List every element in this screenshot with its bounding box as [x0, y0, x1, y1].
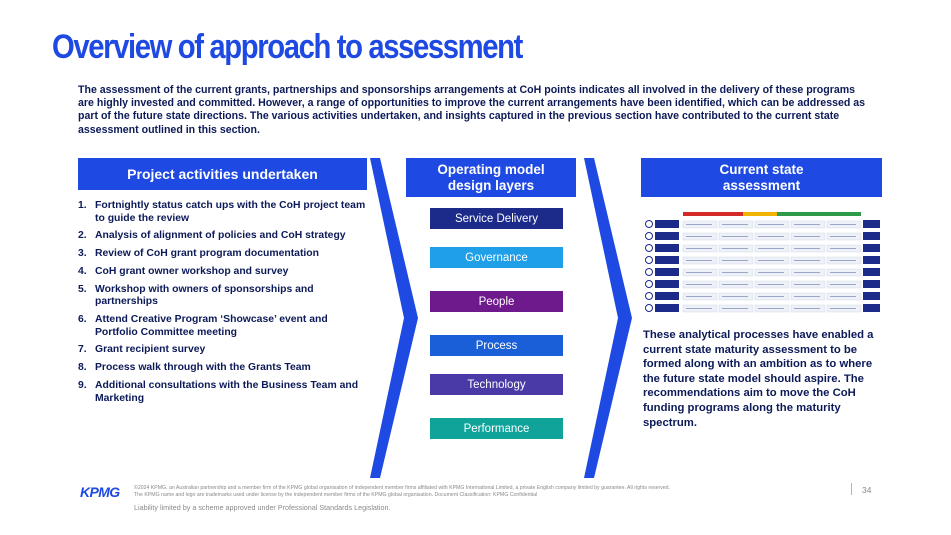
chevron-arrow-icon [370, 158, 420, 478]
chevron-arrow-icon [584, 158, 634, 478]
maturity-matrix-thumbnail [641, 210, 882, 318]
layer-performance: Performance [430, 418, 563, 439]
layer-people: People [430, 291, 563, 312]
footer-liability: Liability limited by a scheme approved under Professional Standards Legislation. [134, 503, 391, 512]
layer-process: Process [430, 335, 563, 356]
assessment-header: Current state assessment [641, 158, 882, 197]
layer-technology: Technology [430, 374, 563, 395]
list-item: 4. CoH grant owner workshop and survey [78, 265, 289, 277]
activities-header: Project activities undertaken [78, 158, 367, 190]
assessment-summary: These analytical processes have enabled a current state maturity assessment to be formed along with an ambition as to where the future state model should aspire. The recommendations aim to move the CoH funding programs along the maturity spectrum. [643, 329, 874, 429]
layer-governance: Governance [430, 247, 563, 268]
list-item: 7. Grant recipient survey [78, 344, 206, 356]
kpmg-logo: KPMG [80, 484, 120, 500]
activities-list [78, 200, 370, 410]
list-item: 3. Review of CoH grant program documentation [78, 248, 319, 260]
layer-service-delivery: Service Delivery [430, 208, 563, 229]
layers-header: Operating model design layers [406, 158, 576, 197]
list-item: 8. Process walk through with the Grants Team [78, 362, 311, 374]
list-item: 9. Additional consultations with the Business Team and Marketing [78, 380, 359, 404]
footer-fine-print: ©2024 KPMG, an Australian partnership and a member firm of the KPMG global organisation of independent member firms affiliated with KPMG International Limited, a private English company limited by guarantee. All rights reserved. The KPMG name and logo are trademarks used under license by the independent member firms of the KPMG global organisation. Document Classification: KPMG Confidential [134, 485, 671, 499]
intro-paragraph: The assessment of the current grants, partnerships and sponsorships arrangements at CoH points indicates all involved in the delivery of these programs are highly invested and committed. However, a range of opportunities to improve the current arrangements have been identified, which can be addressed as part of the future state directions. The various activities undertaken, and insights captured in the previous section have contributed to the current state assessment outlined in this section. [78, 84, 866, 136]
footer-divider [851, 483, 852, 495]
list-item: 2. Analysis of alignment of policies and CoH strategy [78, 230, 346, 242]
list-item: 6. Attend Creative Program ‘Showcase’ event and Portfolio Committee meeting [78, 314, 328, 338]
page-title: Overview of approach to assessment [52, 28, 522, 66]
list-item: 1. Fortnightly status catch ups with the CoH project team to guide the review [78, 200, 366, 224]
list-item: 5. Workshop with owners of sponsorships and partnerships [78, 283, 314, 308]
page-number: 34 [862, 485, 872, 495]
